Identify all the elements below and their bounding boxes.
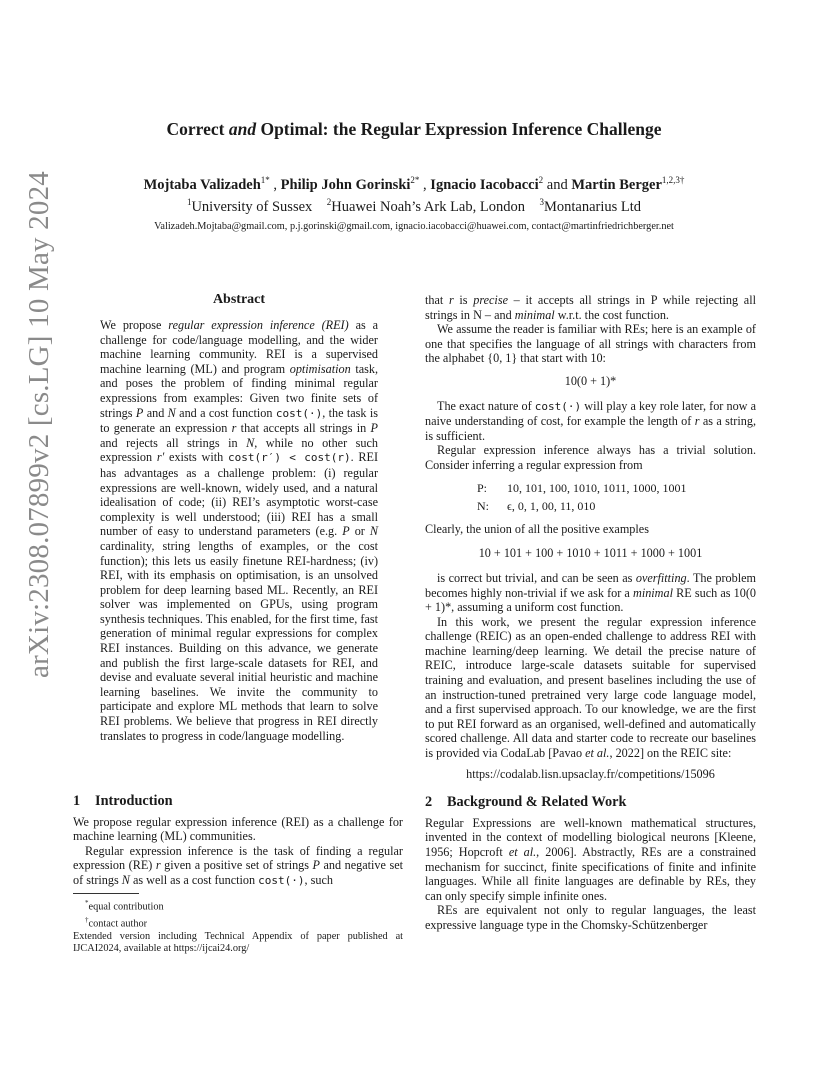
footnote: *equal contribution: [85, 899, 164, 913]
equation: 10(0 + 1)*: [564, 373, 617, 388]
paragraph: Regular expression inference always has a trivial solution. Consider inferring a regular expression from: [425, 443, 756, 472]
paragraph: Regular Expressions are well-known mathematical structures, invented in the context of modelling biological neurons [Kleene, 1956; Hopcroft et al., 2006]. Abstractly, REs are a constrained mechanism for succinct, finite specifications of finite and infinite languages. While all finite languages are definable by REs, they can only specify simple infinite ones.: [425, 815, 756, 903]
section-heading: 1 Introduction: [73, 793, 173, 809]
footnote-rule: [73, 893, 139, 894]
paragraph: is correct but trivial, and can be seen as overfitting. The problem becomes highly non-trivial if we ask for a minimal RE such as 10(0 + 1)*, assuming a uniform cost function.: [425, 570, 756, 615]
arxiv-identifier: arXiv:2308.07899v2 [cs.LG] 10 May 2024: [23, 171, 55, 678]
author-name: Martin Berger: [571, 176, 662, 193]
paragraph: In this work, we present the regular expression inference challenge (REIC) as an open-ended challenge to address REI with machine learning/deep learning. We detail the precise nature of REIC, introduce large-scale datasets suitable for supervised training and evaluation, and present baselines including the use of an instruction-tuned pretrained very large code language model, and a first supervised approach. To our knowledge, we are the first to put REI forward as an organised, well-defined and automatically scored challenge. All data and starter code to recreate our baselines is provided via CodaLab [Pavao et al., 2022] on the REIC site:: [425, 614, 756, 761]
author-emails: Valizadeh.Mojtaba@gmail.com, p.j.gorinski@gmail.com, ignacio.iacobacci@huawei.com, contact@martinfriedrichberger.net: [154, 221, 674, 232]
example-sets: [477, 481, 756, 514]
reic-url[interactable]: https://codalab.lisn.upsaclay.fr/competitions/15096: [466, 766, 715, 781]
section-heading: 2 Background & Related Work: [425, 794, 627, 811]
footnote-extended-version: Extended version including Technical Appendix of paper published at IJCAI2024, available at https://ijcai24.org/: [73, 930, 403, 955]
footnote: †contact author: [85, 915, 148, 930]
equation: 10 + 101 + 100 + 1010 + 1011 + 1000 + 1001: [478, 546, 703, 561]
affiliations: $^1$University of Sussex $^2$Huawei Noah’s Ark Lab, London $^3$Montanarius Ltd: [186, 197, 642, 215]
abstract-body: We propose regular expression inference (REI) as a challenge for code/language modelling, and the wider machine learning community. REI is a supervised machine learning (ML) and program optimisation task, and poses the problem of finding minimal regular expressions from examples: Given two finite sets of strings P and N and a cost function cost(·), the task is to generate an expression r that accepts all strings in P and rejects all strings in N, while no other such expression r′ exists with cost(r′) < cost(r). REI has advantages as a challenge problem: (i) regular expressions are well-known, widely used, and a natural idealisation of code; (ii) REI’s asymptotic worst-case complexity is well understood; (iii) REI has a small number of easy to understand parameters (e.g. P or N cardinality, string lengths of examples, or the cost function); this lets us easily finetune REI-hardness; (iv) REI, with its emphasis on optimisation, is an unsolved problem for deep learning based ML. Recently, an REI solver was implemented on GPUs, using program synthesis techniques. This enabled, for the first time, fast generation of minimal regular expressions for complex REI instances. Building on this advance, we generate and publish the first large-scale datasets for REI, and devise and evaluate several initial heuristic and machine learning baselines. We invite the community to participate and explore ML methods that learn to solve REI problems. We believe that progress in REI directly translates to progress in code/language modelling.: [100, 318, 379, 743]
paragraph: that r is precise – it accepts all strings in P while rejecting all strings in N – and minimal w.r.t. the cost function.: [425, 293, 756, 322]
footnotes: [73, 893, 403, 956]
paragraph: We propose regular expression inference (REI) as a challenge for machine learning (ML) communities.: [73, 814, 403, 844]
author-name: Philip John Gorinski: [280, 176, 411, 193]
paragraph: REs are equivalent not only to regular languages, the least expressive language type in the Chomsky-Schützenberger: [425, 903, 756, 932]
author-name: Mojtaba Valizadeh: [143, 176, 261, 193]
paragraph: The exact nature of cost(·) will play a key role later, for now a naive understanding of cost, for example the length of r as a string, is sufficient.: [425, 398, 757, 443]
negative-examples: N: ϵ, 0, 1, 00, 11, 010: [477, 499, 596, 514]
paragraph: Clearly, the union of all the positive examples: [425, 521, 649, 536]
right-column: [425, 293, 756, 933]
introduction-section: [73, 794, 403, 889]
paragraph: Regular expression inference is the task of finding a regular expression (RE) r given a positive set of strings P and negative set of strings N as well as a cost function cost(·), such: [73, 843, 403, 887]
positive-examples: P: 10, 101, 100, 1010, 1011, 1000, 1001: [477, 480, 687, 495]
paper-title: Correct and Optimal: the Regular Expression Inference Challenge: [166, 119, 662, 139]
abstract-heading: Abstract: [212, 292, 266, 307]
author-list: Mojtaba Valizadeh$^{1*}$ , Philip John Gorinski$^{2*}$ , Ignacio Iacobacci$^2$ and Martin Berger$^{1,2,3\dagger}$: [143, 175, 685, 193]
paragraph: We assume the reader is familiar with REs; here is an example of one that specifies the language of all strings with characters from the alphabet {0, 1} that start with 10:: [425, 322, 756, 366]
author-name: Ignacio Iacobacci: [430, 176, 539, 193]
